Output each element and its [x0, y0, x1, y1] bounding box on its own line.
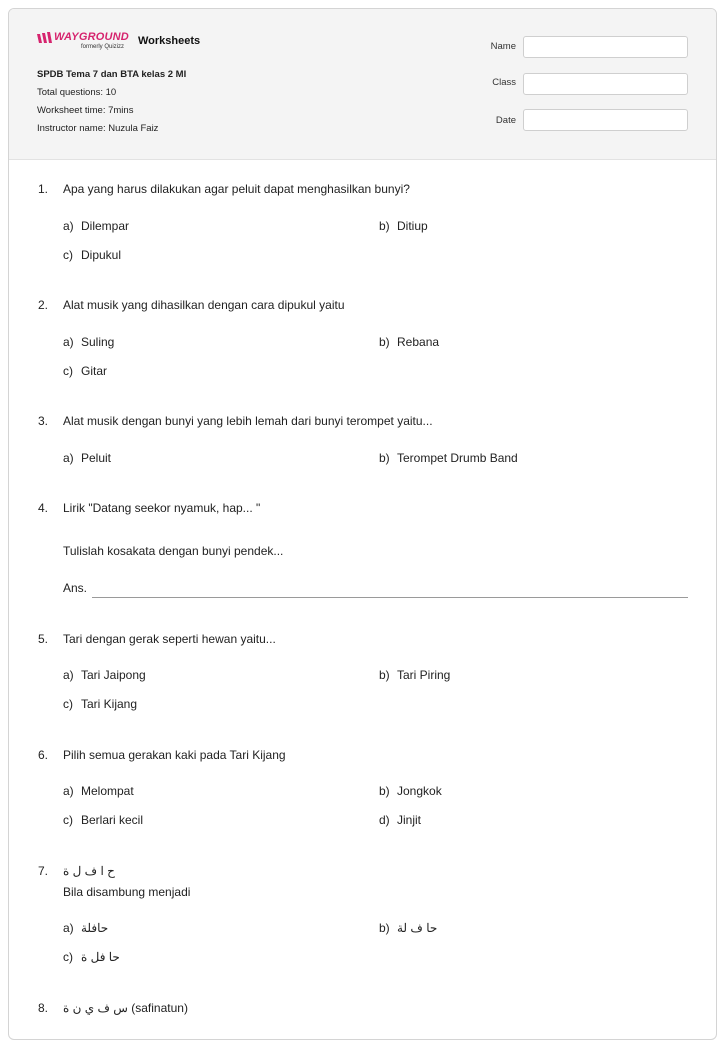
option-b[interactable] — [379, 335, 439, 349]
question-text: Tari dengan gerak seperti hewan yaitu... — [63, 632, 276, 646]
option-letter: a) — [63, 784, 74, 798]
question-number: 8. — [38, 1001, 49, 1015]
option-text: حا ف لة — [397, 921, 438, 935]
name-field[interactable] — [523, 36, 688, 58]
option-letter: c) — [63, 364, 73, 378]
worksheet-header — [9, 9, 716, 160]
option-b[interactable] — [379, 921, 437, 935]
option-c[interactable] — [63, 950, 120, 964]
option-text: Jongkok — [397, 784, 442, 798]
option-text: Peluit — [81, 451, 112, 465]
logo-mark-icon — [37, 32, 53, 44]
question-subtext: Tulislah kosakata dengan bunyi pendek... — [63, 544, 284, 558]
question-number: 4. — [38, 501, 49, 515]
option-b[interactable] — [379, 668, 450, 682]
option-text: Gitar — [81, 364, 108, 378]
option-a[interactable] — [63, 219, 129, 233]
question-text: Apa yang harus dilakukan agar peluit dapat menghasilkan bunyi? — [63, 182, 410, 196]
worksheets-label: Worksheets — [138, 35, 201, 47]
class-label: Class — [492, 77, 516, 88]
option-a[interactable] — [63, 335, 114, 349]
option-text: Tari Piring — [397, 668, 451, 682]
question-text: Alat musik dengan bunyi yang lebih lemah dari bunyi terompet yaitu... — [63, 414, 433, 428]
option-b[interactable] — [379, 451, 518, 465]
option-c[interactable] — [63, 813, 143, 827]
option-letter: a) — [63, 921, 74, 935]
option-text: Ditiup — [397, 219, 428, 233]
option-text: Melompat — [81, 784, 134, 798]
option-text: حافلة — [81, 921, 109, 935]
option-letter: b) — [379, 921, 390, 935]
question-text: ح ا ف ل ة — [63, 864, 115, 878]
option-letter: a) — [63, 451, 74, 465]
option-letter: b) — [379, 784, 390, 798]
wayground-logo — [37, 31, 132, 57]
option-letter: b) — [379, 451, 390, 465]
option-a[interactable] — [63, 451, 111, 465]
option-a[interactable] — [63, 668, 146, 682]
option-letter: a) — [63, 335, 74, 349]
instructor-name: Instructor name: Nuzula Faiz — [37, 123, 159, 134]
option-text: Tari Jaipong — [81, 668, 146, 682]
logo-wordmark: WAYGROUND — [54, 31, 129, 43]
option-text: Suling — [81, 335, 115, 349]
class-field[interactable] — [523, 73, 688, 95]
option-text: Jinjit — [397, 813, 422, 827]
option-letter: c) — [63, 950, 73, 964]
question-text: Lirik "Datang seekor nyamuk, hap... " — [63, 501, 261, 515]
option-c[interactable] — [63, 248, 121, 262]
option-text: Terompet Drumb Band — [397, 451, 518, 465]
option-d[interactable] — [379, 813, 421, 827]
option-text: حا فل ة — [81, 950, 120, 964]
question-number: 5. — [38, 632, 49, 646]
option-letter: b) — [379, 335, 390, 349]
option-letter: b) — [379, 668, 390, 682]
option-letter: c) — [63, 248, 73, 262]
option-letter: c) — [63, 697, 73, 711]
option-c[interactable] — [63, 364, 107, 378]
answer-line[interactable] — [92, 597, 688, 598]
question-number: 2. — [38, 298, 49, 312]
worksheet-time: Worksheet time: 7mins — [37, 105, 134, 116]
option-letter: c) — [63, 813, 73, 827]
name-label: Name — [490, 41, 516, 52]
option-b[interactable] — [379, 784, 442, 798]
question-number: 1. — [38, 182, 49, 196]
option-b[interactable] — [379, 219, 428, 233]
worksheet-page — [8, 8, 717, 1040]
logo-subtext: formerly Quizizz — [81, 44, 125, 50]
option-letter: a) — [63, 668, 74, 682]
question-text: Pilih semua gerakan kaki pada Tari Kijang — [63, 748, 286, 762]
option-text: Berlari kecil — [81, 813, 144, 827]
option-text: Tari Kijang — [81, 697, 138, 711]
option-letter: d) — [379, 813, 390, 827]
option-text: Dilempar — [81, 219, 130, 233]
option-letter: b) — [379, 219, 390, 233]
question-text: س ف ي ن ة (safinatun) — [63, 1001, 188, 1015]
question-number: 3. — [38, 414, 49, 428]
question-subtext: Bila disambung menjadi — [63, 885, 191, 899]
option-letter: a) — [63, 219, 74, 233]
answer-label: Ans. — [63, 581, 88, 595]
option-c[interactable] — [63, 697, 137, 711]
worksheet-title: SPDB Tema 7 dan BTA kelas 2 MI — [37, 69, 187, 80]
question-number: 7. — [38, 864, 49, 878]
question-number: 6. — [38, 748, 49, 762]
date-field[interactable] — [523, 109, 688, 131]
date-label: Date — [495, 115, 516, 126]
option-a[interactable] — [63, 784, 134, 798]
total-questions: Total questions: 10 — [37, 87, 117, 98]
option-text: Dipukul — [81, 248, 122, 262]
option-a[interactable] — [63, 921, 108, 935]
question-text: Alat musik yang dihasilkan dengan cara dipukul yaitu — [63, 298, 345, 312]
option-text: Rebana — [397, 335, 440, 349]
